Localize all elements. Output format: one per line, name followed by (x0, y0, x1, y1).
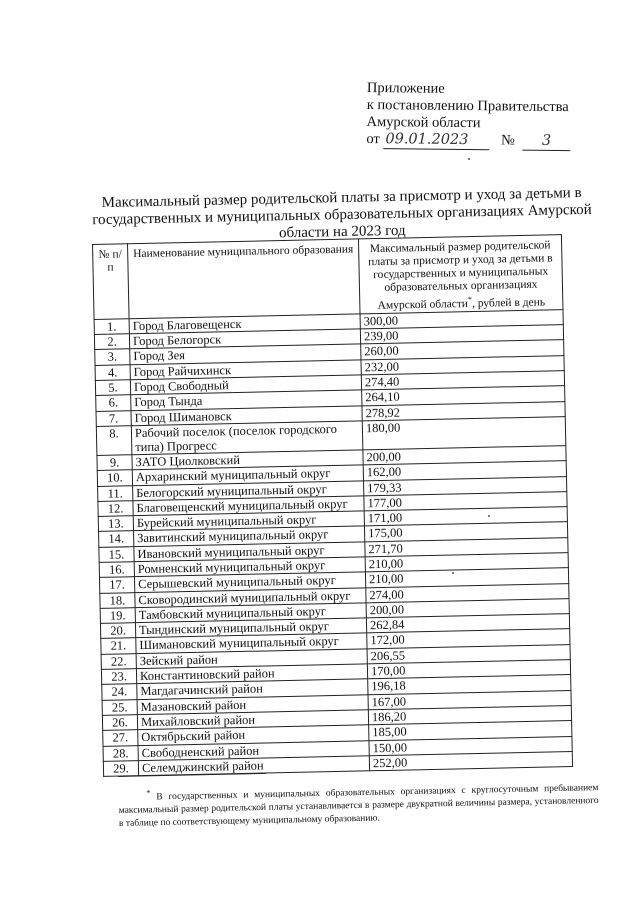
row-municipality: Свободненский район (138, 740, 369, 760)
appendix-date-number-line (366, 131, 570, 151)
row-municipality: Шимановский муниципальный округ (136, 633, 367, 653)
row-fee-value: 210,00 (365, 553, 568, 573)
row-municipality: Город Тында (131, 390, 362, 410)
row-municipality: Константиновский район (136, 664, 367, 684)
row-fee-value: 185,00 (369, 721, 572, 741)
row-number: 3. (95, 349, 130, 365)
row-number: 17. (99, 577, 134, 593)
row-municipality: Город Шимановск (131, 405, 362, 425)
row-number: 11. (98, 485, 133, 501)
row-number: 19. (100, 608, 135, 624)
row-fee-value: 177,00 (364, 491, 567, 511)
scan-speck (488, 515, 490, 517)
row-municipality: Селемджинский район (138, 756, 369, 776)
scan-speck (468, 158, 470, 160)
table-body (94, 309, 572, 776)
row-fee-value: 150,00 (369, 736, 572, 756)
appendix-label: Приложение (366, 80, 445, 97)
row-municipality: Серышевский муниципальный округ (134, 572, 365, 592)
row-municipality: Рабочий поселок (поселок городского типа) Прогресс (131, 421, 363, 455)
header-value-text: Максимальный размер родительской платы за присмотр и уход за детьми в государственных и муниципальных образовательных организациях Амурской области (368, 239, 553, 312)
appendix-region-line: Амурской области (366, 113, 481, 132)
row-number: 28. (103, 745, 138, 761)
row-fee-value: 167,00 (368, 690, 571, 710)
row-municipality: Бурейский муниципальный округ (133, 511, 364, 531)
appendix-header (366, 80, 571, 151)
row-municipality: Михайловский район (137, 710, 368, 730)
header-value (358, 235, 563, 314)
row-number: 13. (98, 516, 133, 532)
row-number: 9. (97, 455, 132, 471)
row-fee-value: 200,00 (366, 598, 569, 618)
appendix-resolution-line: к постановлению Правительства (366, 96, 569, 116)
row-municipality: Сковородинский муниципальный округ (135, 587, 366, 607)
row-fee-value: 260,00 (361, 340, 564, 360)
row-number: 26. (102, 715, 137, 731)
row-number: 4. (95, 364, 130, 380)
row-municipality: Октябрьский район (138, 725, 369, 745)
row-fee-value: 172,00 (367, 629, 570, 649)
row-fee-value: 200,00 (363, 446, 566, 466)
footnote-mark: * (146, 788, 151, 798)
row-fee-value: 274,00 (366, 583, 569, 603)
row-number: 20. (100, 623, 135, 639)
header-footnote-mark: * (467, 295, 473, 305)
row-municipality: Город Благовещенск (129, 314, 360, 334)
row-number: 12. (98, 500, 133, 516)
row-fee-value: 271,70 (365, 537, 568, 557)
row-number: 29. (103, 760, 138, 776)
handwritten-date: 09.01.2023 (383, 131, 489, 150)
row-fee-value: 239,00 (360, 325, 563, 345)
row-number: 1. (94, 319, 129, 335)
fees-table (92, 234, 573, 777)
row-fee-value: 252,00 (369, 751, 572, 771)
row-fee-value: 180,00 (362, 417, 566, 450)
row-number: 6. (96, 395, 131, 411)
header-value-suffix: , рублей в день (471, 296, 546, 310)
row-fee-value: 264,10 (362, 386, 565, 406)
row-municipality: Архаринский муниципальный округ (132, 465, 363, 485)
row-municipality: Мазановский район (137, 694, 368, 714)
row-number: 10. (97, 470, 132, 486)
row-municipality: Зейский район (136, 649, 367, 669)
header-name: Наименование муниципального образования (128, 239, 361, 319)
row-number: 25. (102, 699, 137, 715)
row-number: 5. (95, 380, 130, 396)
row-number: 8. (96, 426, 132, 456)
row-number: 21. (101, 638, 136, 654)
row-number: 27. (103, 730, 138, 746)
row-number: 7. (96, 410, 131, 426)
row-fee-value: 186,20 (368, 706, 571, 726)
header-num: № п/п (93, 244, 130, 320)
row-fee-value: 206,55 (367, 644, 570, 664)
handwritten-number: 3 (522, 133, 570, 152)
row-municipality: Магдагачинский район (137, 679, 368, 699)
row-municipality: Тындинский муниципальный округ (135, 618, 366, 638)
row-municipality: Тамбовский муниципальный округ (135, 603, 366, 623)
row-fee-value: 179,33 (364, 476, 567, 496)
row-number: 22. (101, 653, 136, 669)
footnote (118, 766, 599, 831)
row-fee-value: 274,40 (361, 371, 564, 391)
table-header-row (93, 235, 563, 320)
scan-speck (452, 572, 454, 574)
row-fee-value: 232,00 (361, 355, 564, 375)
row-municipality: Белогорский муниципальный округ (133, 480, 364, 500)
row-fee-value: 278,92 (362, 401, 565, 421)
footnote-body: В государственных и муниципальных образовательных организациях с круглосуточным пребыванием максимальный размер родительской платы устанавливается в размере двукратной величины размера, установленного в таблице по соответствующему муниципальному образованию. (118, 783, 599, 830)
row-fee-value: 170,00 (367, 660, 570, 680)
row-municipality: Город Белогорск (129, 329, 360, 349)
row-number: 24. (102, 684, 137, 700)
document-title: Максимальный размер родительской платы за присмотр и уход за детьми в государственных и муниципальных образовательных организациях Амурской области на 2023 год (92, 184, 592, 242)
row-municipality: Город Зея (130, 344, 361, 364)
row-municipality: ЗАТО Циолковский (132, 450, 363, 470)
number-label: № (500, 132, 515, 149)
row-municipality: Город Райчихинск (130, 360, 361, 380)
row-municipality: Ивановский муниципальный округ (134, 542, 365, 562)
date-prefix: от (366, 130, 380, 148)
row-number: 18. (100, 592, 135, 608)
row-fee-value: 300,00 (360, 309, 563, 329)
row-municipality: Завитинский муниципальный округ (134, 526, 365, 546)
row-municipality: Ромненский муниципальный округ (134, 557, 365, 577)
footnote-text (118, 777, 599, 831)
row-fee-value: 262,84 (366, 614, 569, 634)
row-number: 2. (94, 334, 129, 350)
row-fee-value: 196,18 (368, 675, 571, 695)
row-fee-value: 175,00 (364, 522, 567, 542)
row-fee-value: 162,00 (363, 461, 566, 481)
row-municipality: Благовещенский муниципальный округ (133, 496, 364, 516)
row-municipality: Город Свободный (130, 375, 361, 395)
row-number: 16. (99, 562, 134, 578)
row-fee-value: 171,00 (364, 507, 567, 527)
row-number: 14. (99, 531, 134, 547)
row-number: 23. (101, 669, 136, 685)
fees-table-wrapper (92, 234, 573, 777)
row-number: 15. (99, 546, 134, 562)
row-fee-value: 210,00 (365, 568, 568, 588)
